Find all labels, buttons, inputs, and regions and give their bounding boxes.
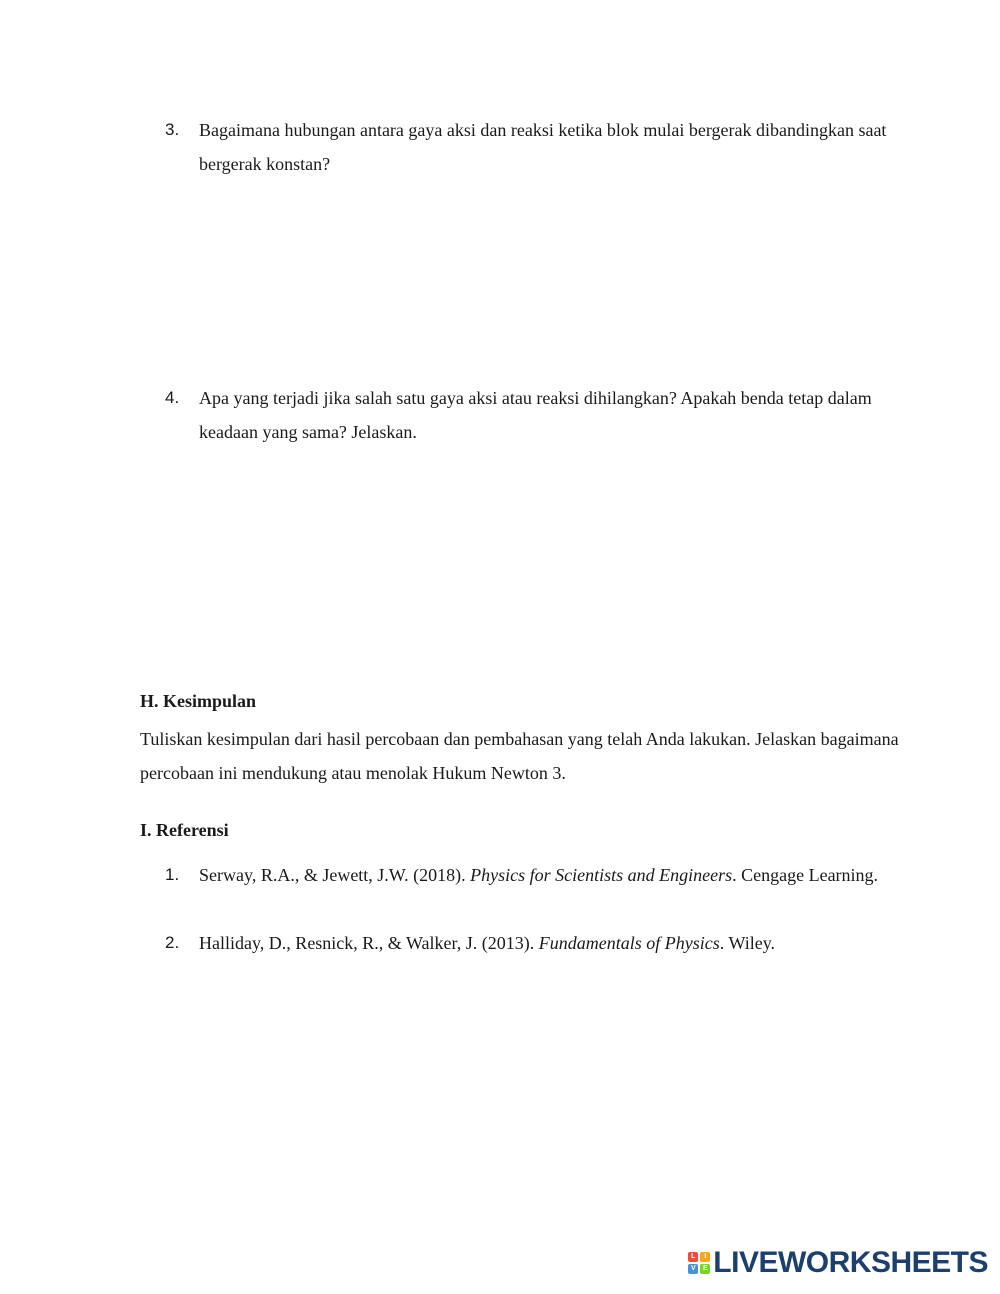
liveworksheets-logo (688, 1246, 988, 1280)
question-4 (165, 381, 925, 449)
question-number: 3. (165, 120, 180, 139)
question-text: Apa yang terjadi jika salah satu gaya aksi atau reaksi dihilangkan? Apakah benda tetap dalam keadaan yang sama? Jelaskan. (199, 388, 872, 442)
reference-text (199, 926, 925, 960)
question-text: Bagaimana hubungan antara gaya aksi dan reaksi ketika blok mulai bergerak dibandingkan saat bergerak konstan? (199, 120, 887, 174)
logo-block: V (688, 1264, 698, 1274)
conclusion-heading: H. Kesimpulan (140, 691, 257, 711)
reference-item-1 (165, 858, 925, 892)
references-heading: I. Referensi (140, 820, 229, 840)
reference-number: 1. (165, 865, 180, 884)
logo-blocks-icon (688, 1252, 710, 1274)
logo-text: LIVEWORKSHEETS (713, 1246, 988, 1279)
logo-block: I (700, 1252, 710, 1262)
question-3 (165, 113, 925, 181)
question-number: 4. (165, 388, 180, 407)
reference-publisher: . Wiley. (719, 933, 776, 953)
reference-authors: Halliday, D., Resnick, R., & Walker, J. (2013). (199, 933, 539, 953)
logo-block: E (700, 1264, 710, 1274)
reference-text (199, 858, 925, 892)
reference-item-2 (165, 926, 925, 960)
logo-block: L (688, 1252, 698, 1262)
conclusion-body: Tuliskan kesimpulan dari hasil percobaan dan pembahasan yang telah Anda lakukan. Jelaskan bagaimana percobaan ini mendukung atau menolak Hukum Newton 3. (140, 729, 899, 783)
reference-authors: Serway, R.A., & Jewett, J.W. (2018). (199, 865, 471, 885)
reference-number: 2. (165, 933, 180, 952)
reference-title: Physics for Scientists and Engineers (470, 865, 733, 885)
reference-title: Fundamentals of Physics (538, 933, 720, 953)
reference-publisher: . Cengage Learning. (732, 865, 879, 885)
